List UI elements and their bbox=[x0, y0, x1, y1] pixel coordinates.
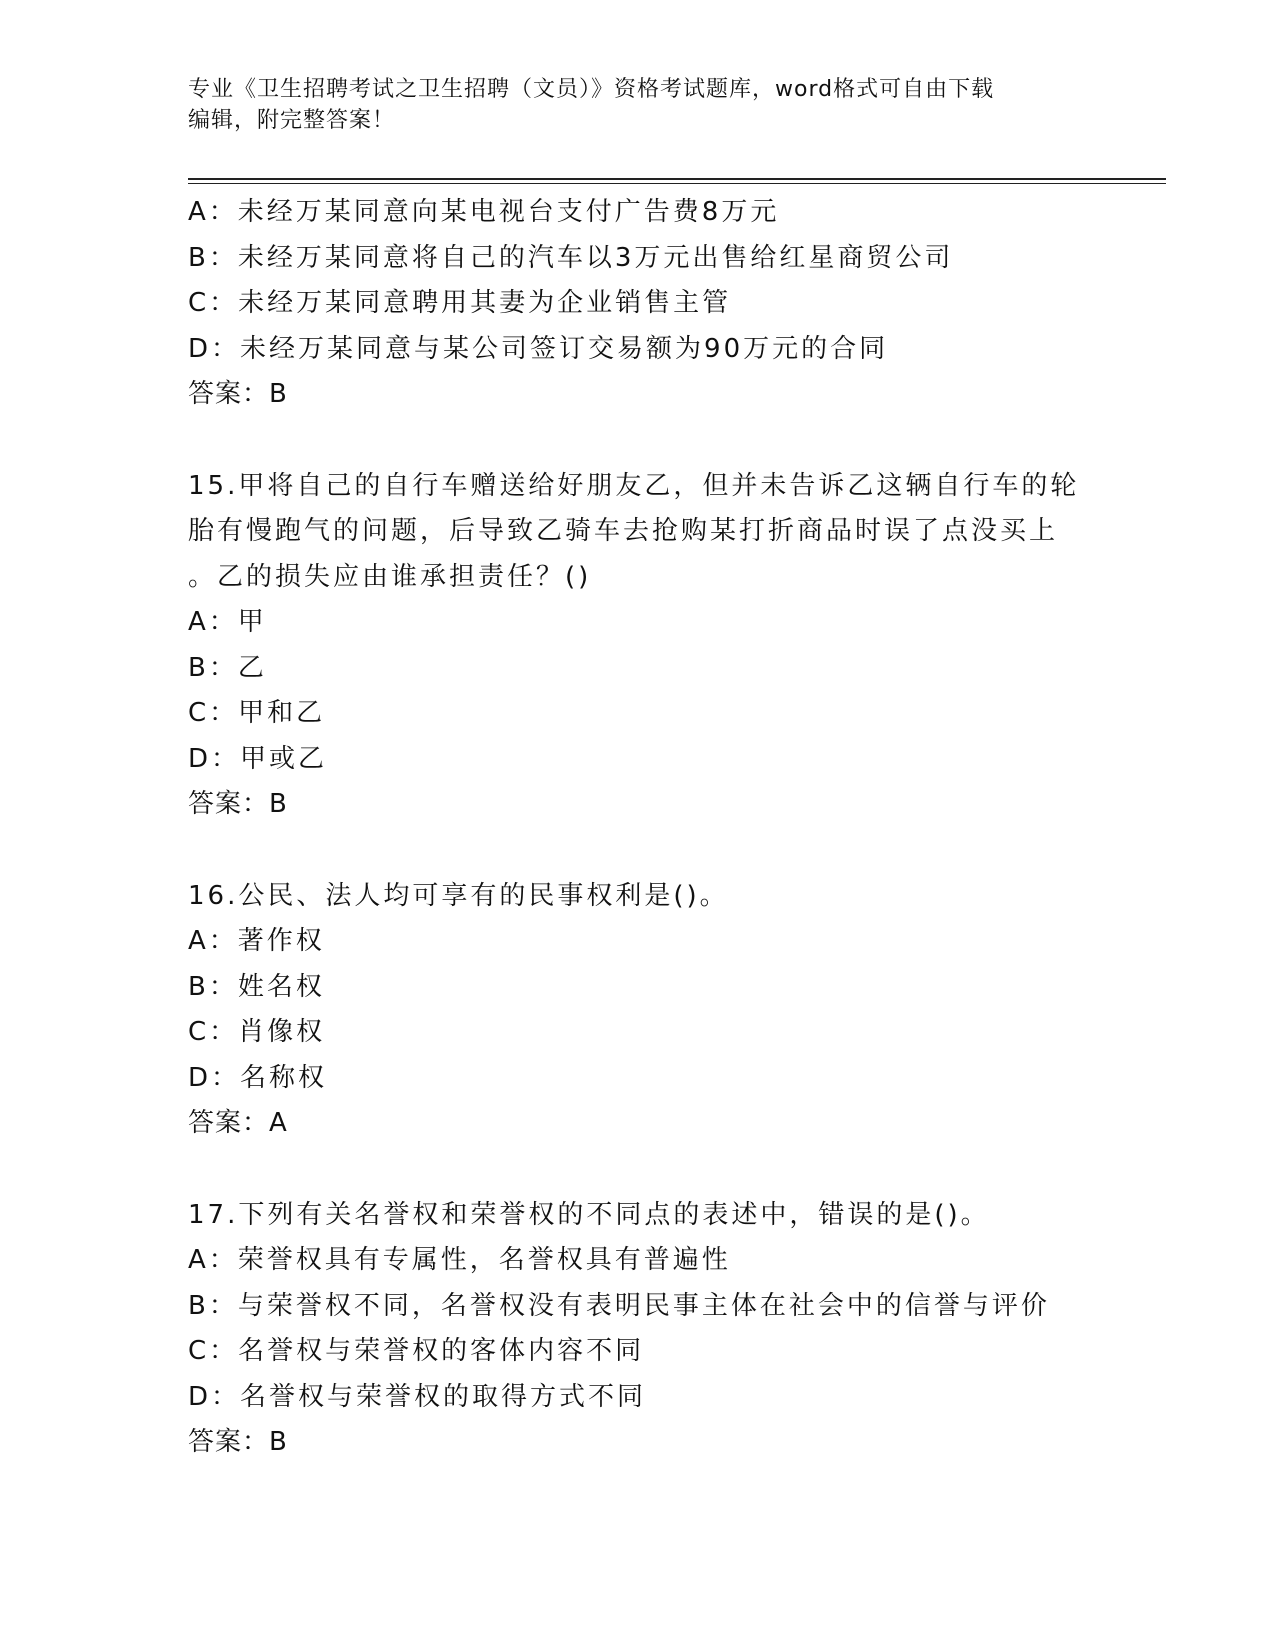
page-header bbox=[188, 74, 1068, 136]
option-d: D：甲或乙 bbox=[188, 743, 328, 774]
question-stem: 15.甲将自己的自行车赠送给好朋友乙，但并未告诉乙这辆自行车的轮 bbox=[188, 470, 1080, 501]
question-16 bbox=[188, 874, 1088, 1147]
question-stem: 17.下列有关名誉权和荣誉权的不同点的表述中，错误的是()。 bbox=[188, 1199, 990, 1230]
header-line-1: 专业《卫生招聘考试之卫生招聘（文员）》资格考试题库，word格式可自由下载 bbox=[188, 77, 995, 102]
question-14 bbox=[188, 190, 1088, 418]
header-divider bbox=[188, 178, 1166, 184]
option-b: B：姓名权 bbox=[188, 971, 325, 1002]
answer: 答案：B bbox=[188, 379, 288, 409]
question-stem: 16.公民、法人均可享有的民事权利是()。 bbox=[188, 880, 729, 911]
option-a: A：甲 bbox=[188, 607, 267, 637]
option-d: D：名誉权与荣誉权的取得方式不同 bbox=[188, 1381, 647, 1412]
option-d: D：名称权 bbox=[188, 1062, 328, 1093]
option-d: D：未经万某同意与某公司签订交易额为90万元的合同 bbox=[188, 333, 889, 364]
question-17 bbox=[188, 1193, 1088, 1466]
spacer bbox=[188, 828, 1088, 874]
option-c: C：名誉权与荣誉权的客体内容不同 bbox=[188, 1336, 645, 1366]
question-15 bbox=[188, 464, 1088, 828]
option-b: B：未经万某同意将自己的汽车以3万元出售给红星商贸公司 bbox=[188, 242, 954, 273]
answer: 答案：B bbox=[188, 789, 288, 819]
option-b: B：与荣誉权不同，名誉权没有表明民事主体在社会中的信誉与评价 bbox=[188, 1290, 1050, 1321]
question-stem: 胎有慢跑气的问题，后导致乙骑车去抢购某打折商品时误了点没买上 bbox=[188, 516, 1059, 546]
spacer bbox=[188, 1147, 1088, 1193]
answer: 答案：A bbox=[188, 1108, 288, 1138]
option-a: A：未经万某同意向某电视台支付广告费8万元 bbox=[188, 197, 780, 227]
option-c: C：甲和乙 bbox=[188, 698, 326, 728]
option-b: B：乙 bbox=[188, 652, 267, 683]
spacer bbox=[188, 418, 1088, 464]
option-c: C：肖像权 bbox=[188, 1017, 326, 1047]
option-a: A：荣誉权具有专属性，名誉权具有普遍性 bbox=[188, 1245, 731, 1275]
header-line-2: 编辑，附完整答案！ bbox=[188, 108, 396, 133]
question-stem: 。乙的损失应由谁承担责任？() bbox=[188, 561, 592, 592]
answer: 答案：B bbox=[188, 1427, 288, 1457]
question-list bbox=[188, 190, 1088, 1466]
option-c: C：未经万某同意聘用其妻为企业销售主管 bbox=[188, 288, 732, 318]
option-a: A：著作权 bbox=[188, 926, 325, 956]
